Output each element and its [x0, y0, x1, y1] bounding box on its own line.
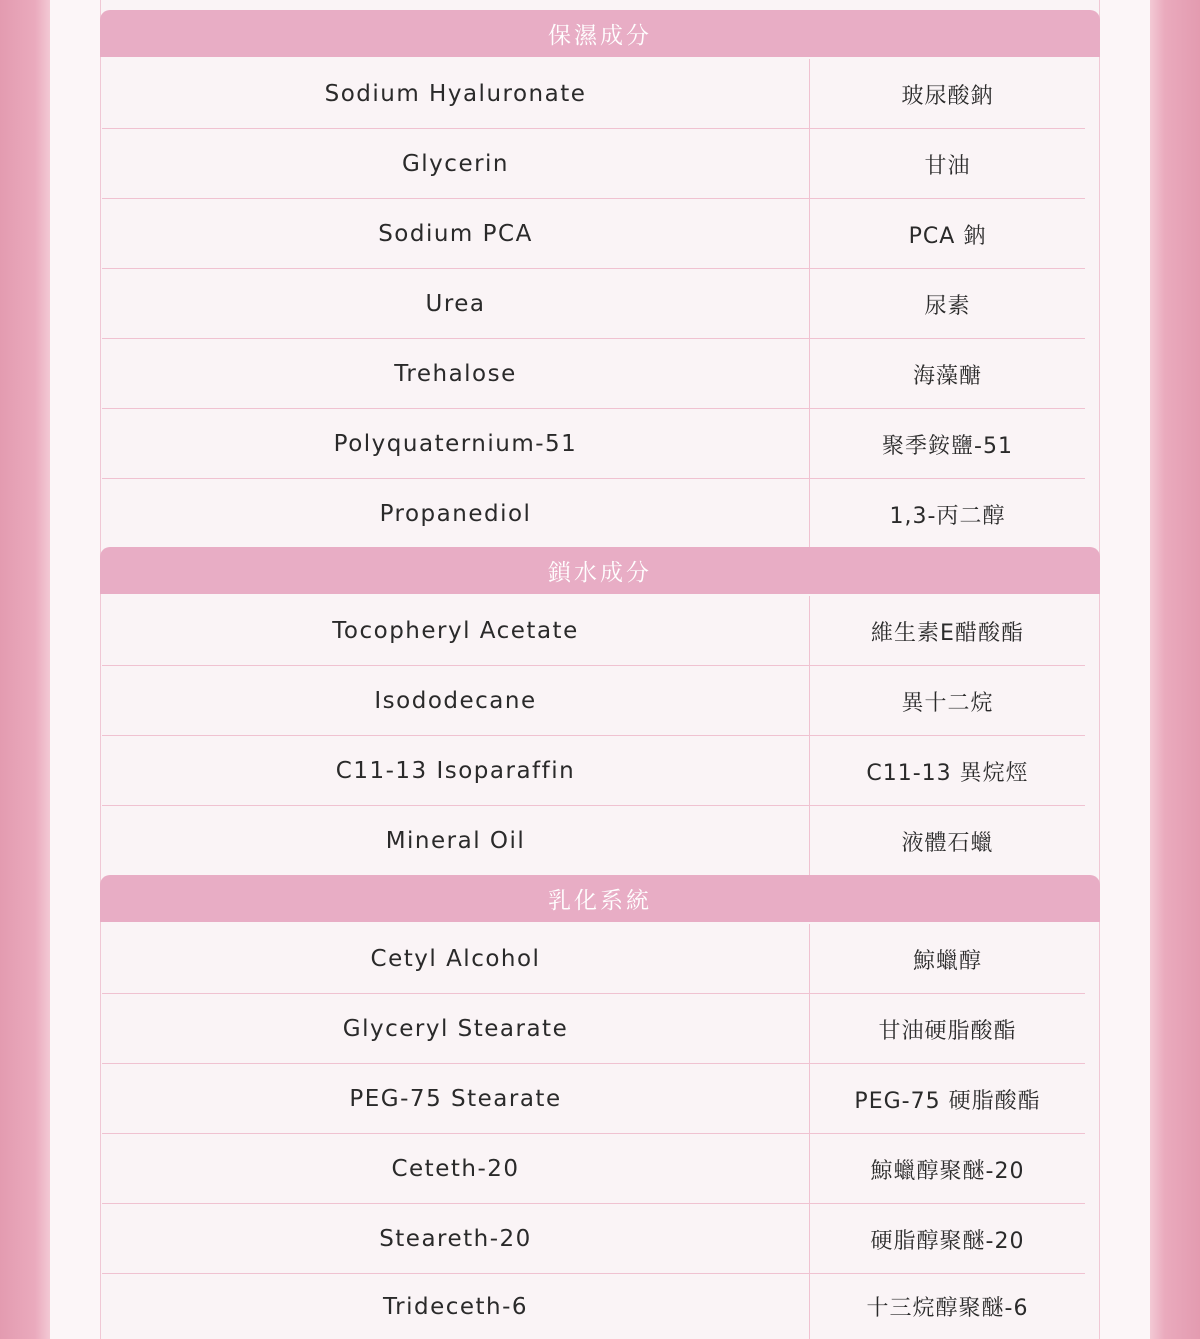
- ingredient-en: Sodium Hyaluronate: [102, 59, 810, 129]
- ingredient-zh: 鯨蠟醇: [912, 948, 982, 974]
- ingredient-zh: 甘油硬脂酸酯: [878, 1018, 1017, 1044]
- ingredient-en: Ceteth-20: [102, 1134, 810, 1204]
- ingredient-zh: 海藻醣: [912, 363, 982, 389]
- ingredient-en: Trehalose: [102, 339, 810, 409]
- ingredient-zh: 異十二烷: [901, 690, 994, 716]
- ingredient-en: Mineral Oil: [102, 806, 810, 876]
- ingredient-en: Tocopheryl Acetate: [102, 596, 810, 666]
- section-header-emulsifier: 乳化系統: [100, 875, 1100, 922]
- ingredient-en: C11-13 Isoparaffin: [102, 736, 810, 806]
- ingredient-en: Sodium PCA: [102, 199, 810, 269]
- ingredient-zh: 尿素: [924, 293, 971, 319]
- table-row: [102, 269, 1085, 339]
- ingredient-en: Steareth-20: [102, 1204, 810, 1274]
- ingredient-zh: 玻尿酸鈉: [901, 83, 994, 109]
- ingredient-zh: 硬脂醇聚醚-20: [870, 1228, 1025, 1254]
- table-row: [102, 596, 1085, 666]
- right-border-decoration: [1150, 0, 1200, 1339]
- table-row: [102, 1204, 1085, 1274]
- ingredient-zh: PEG-75 硬脂酸酯: [854, 1088, 1041, 1114]
- ingredient-en: Propanediol: [102, 479, 810, 549]
- ingredient-zh: 液體石蠟: [901, 830, 994, 856]
- table-row: [102, 806, 1085, 876]
- ingredient-en: Glycerin: [102, 129, 810, 199]
- table-row: [102, 339, 1085, 409]
- table-row: [102, 736, 1085, 806]
- left-border-decoration: [0, 0, 50, 1339]
- table-row: [102, 59, 1085, 129]
- ingredient-zh: 1,3-丙二醇: [889, 503, 1006, 529]
- ingredient-en: Trideceth-6: [102, 1274, 810, 1339]
- table-row: [102, 666, 1085, 736]
- ingredient-en: Polyquaternium-51: [102, 409, 810, 479]
- section-header-water-lock: 鎖水成分: [100, 547, 1100, 594]
- table-row: [102, 1134, 1085, 1204]
- ingredient-zh: 聚季銨鹽-51: [882, 433, 1013, 459]
- ingredient-zh: 十三烷醇聚醚-6: [866, 1296, 1029, 1321]
- table-row: [102, 199, 1085, 269]
- ingredient-zh: PCA 鈉: [908, 223, 987, 249]
- table-row: [102, 129, 1085, 199]
- ingredient-en: Urea: [102, 269, 810, 339]
- ingredient-zh: 維生素E醋酸酯: [871, 620, 1024, 646]
- table-row: [102, 924, 1085, 994]
- ingredient-en: PEG-75 Stearate: [102, 1064, 810, 1134]
- table-row: [102, 479, 1085, 549]
- table-row: [102, 1064, 1085, 1134]
- table-row: [102, 994, 1085, 1064]
- ingredient-zh: 鯨蠟醇聚醚-20: [870, 1158, 1025, 1184]
- ingredient-zh: C11-13 異烷烴: [866, 760, 1029, 786]
- ingredient-en: Glyceryl Stearate: [102, 994, 810, 1064]
- table-row: [102, 1274, 1085, 1339]
- ingredient-zh: 甘油: [924, 153, 971, 179]
- table-row: [102, 409, 1085, 479]
- section-header-moisturizing: 保濕成分: [100, 10, 1100, 57]
- ingredient-en: Isododecane: [102, 666, 810, 736]
- ingredient-en: Cetyl Alcohol: [102, 924, 810, 994]
